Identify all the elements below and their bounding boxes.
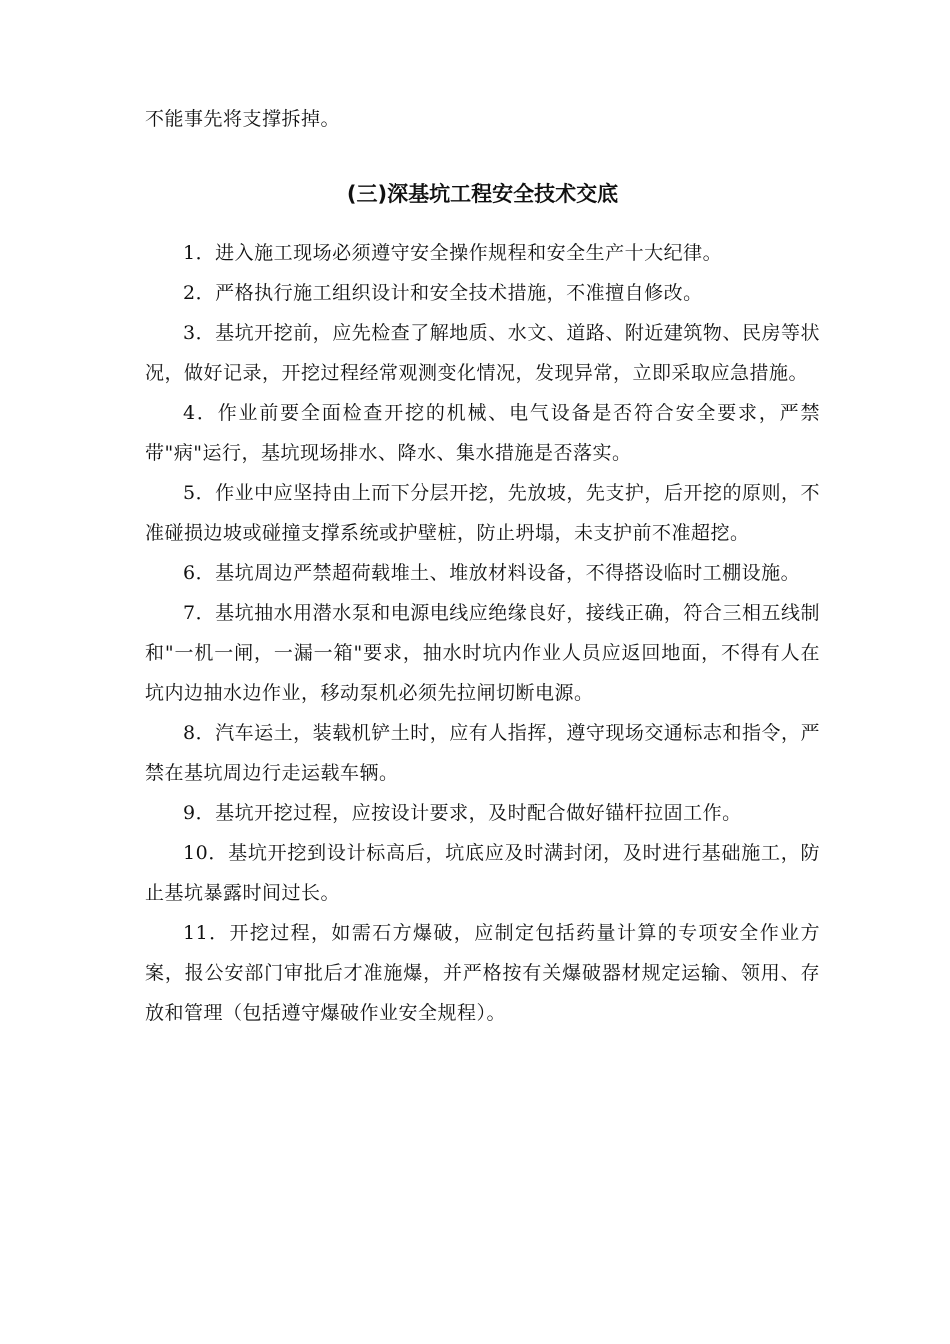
list-item-7: 7．基坑抽水用潜水泵和电源电线应绝缘良好，接线正确，符合三相五线制和"一机一闸，一漏一箱"要求，抽水时坑内作业人员应返回地面，不得有人在坑内边抽水边作业，移动泵机必须先拉闸切断电源。 (145, 602, 820, 704)
item-list (145, 233, 820, 1033)
list-item-5: 5．作业中应坚持由上而下分层开挖，先放坡，先支护，后开挖的原则，不准碰损边坡或碰撞支撑系统或护壁桩，防止坍塌，未支护前不准超挖。 (145, 482, 820, 544)
list-item-9: 9．基坑开挖过程，应按设计要求，及时配合做好锚杆拉固工作。 (183, 802, 742, 824)
list-item-4: 4．作业前要全面检查开挖的机械、电气设备是否符合安全要求，严禁带"病"运行，基坑现场排水、降水、集水措施是否落实。 (145, 402, 820, 464)
section-title: (三)深基坑工程安全技术交底 (346, 182, 619, 206)
list-item-1: 1．进入施工现场必须遵守安全操作规程和安全生产十大纪律。 (183, 242, 723, 264)
list-item-10: 10．基坑开挖到设计标高后，坑底应及时满封闭，及时进行基础施工，防止基坑暴露时间过长。 (145, 842, 820, 904)
list-item-6: 6．基坑周边严禁超荷载堆土、堆放材料设备，不得搭设临时工棚设施。 (183, 562, 801, 584)
list-item-2: 2．严格执行施工组织设计和安全技术措施，不准擅自修改。 (183, 282, 703, 304)
list-item-8: 8．汽车运土，装载机铲土时，应有人指挥，遵守现场交通标志和指令，严禁在基坑周边行走运载车辆。 (145, 722, 820, 784)
lead-paragraph: 不能事先将支撑拆掉。 (145, 108, 341, 130)
list-item-3: 3．基坑开挖前，应先检查了解地质、水文、道路、附近建筑物、民房等状况，做好记录，开挖过程经常观测变化情况，发现异常，立即采取应急措施。 (145, 322, 820, 384)
list-item-11: 11．开挖过程，如需石方爆破，应制定包括药量计算的专项安全作业方案，报公安部门审批后才准施爆，并严格按有关爆破器材规定运输、领用、存放和管理（包括遵守爆破作业安全规程）。 (145, 922, 820, 1024)
